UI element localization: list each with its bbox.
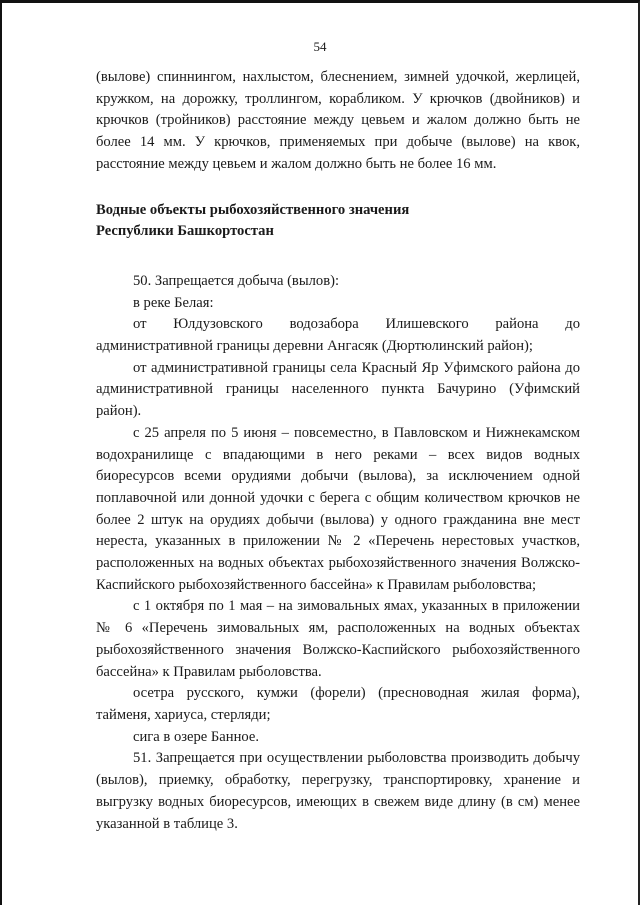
section-heading xyxy=(96,200,580,243)
paragraph-species: осетра русского, кумжи (форели) (пресноводная жилая форма), тайменя, хариуса, стерляди; xyxy=(96,685,580,723)
paragraph-continuation: (вылове) спиннингом, нахлыстом, блеснением, зимней удочкой, жерлицей, кружком, на дорожку, троллингом, корабликом. У крючков (двойников) и крючков (тройников) расстояние между цевьем и жалом должно быть не более 14 мм. У крючков, применяемых при добыче (вылове) на квок, расстояние между цевьем и жалом должно быть не более 16 мм. xyxy=(96,69,580,172)
river-belaya-label: в реке Белая: xyxy=(133,294,214,311)
paragraph-spawning-period: с 25 апреля по 5 июня – повсеместно, в Павловском и Нижнекамском водохранилище с впадающими в него реками – всех видов водных биоресурсов всеми орудиями добычи (вылова), за исключением одной поплавочной или донной удочки с берега с общим количеством крючков не более 2 штук на орудиях добычи (вылова) у одного гражданина вне мест нереста, указанных в приложении № 2 «Перечень нерестовых участков, расположенных на водных объектах рыбохозяйственного значения Волжско-Каспийского рыбохозяйственного бассейна» к Правилам рыболовства; xyxy=(96,424,580,593)
section-heading-line-1: Водные объекты рыбохозяйственного значения xyxy=(96,201,410,218)
page-number: 54 xyxy=(313,39,327,54)
paragraph-banoe-lake: сига в озере Банное. xyxy=(133,728,259,745)
clause-50-title: 50. Запрещается добыча (вылов): xyxy=(133,272,340,289)
clause-51: 51. Запрещается при осуществлении рыболовства производить добычу (вылов), приемку, обработку, перегрузку, транспортировку, хранение и выгрузку водных биоресурсов, имеющих в свежем виде длину (в см) менее указанной в таблице 3. xyxy=(96,750,580,832)
paragraph-yulduzovsky: от Юлдузовского водозабора Илишевского района до административной границы деревни Ангасяк (Дюртюлинский район); xyxy=(96,316,580,355)
paragraph-krasny-yar: от административной границы села Красный Яр Уфимского района до административной границы населенного пункта Бачурино (Уфимский район). xyxy=(96,359,580,420)
paragraph-wintering-pits: с 1 октября по 1 мая – на зимовальных ямах, указанных в приложении № 6 «Перечень зимовальных ям, расположенных на водных объектах рыбохозяйственного значения Волжско-Каспийского рыбохозяйственного бассейна» к Правилам рыболовства. xyxy=(96,598,580,680)
document-body xyxy=(96,67,580,835)
section-heading-line-2: Республики Башкортостан xyxy=(96,223,274,240)
